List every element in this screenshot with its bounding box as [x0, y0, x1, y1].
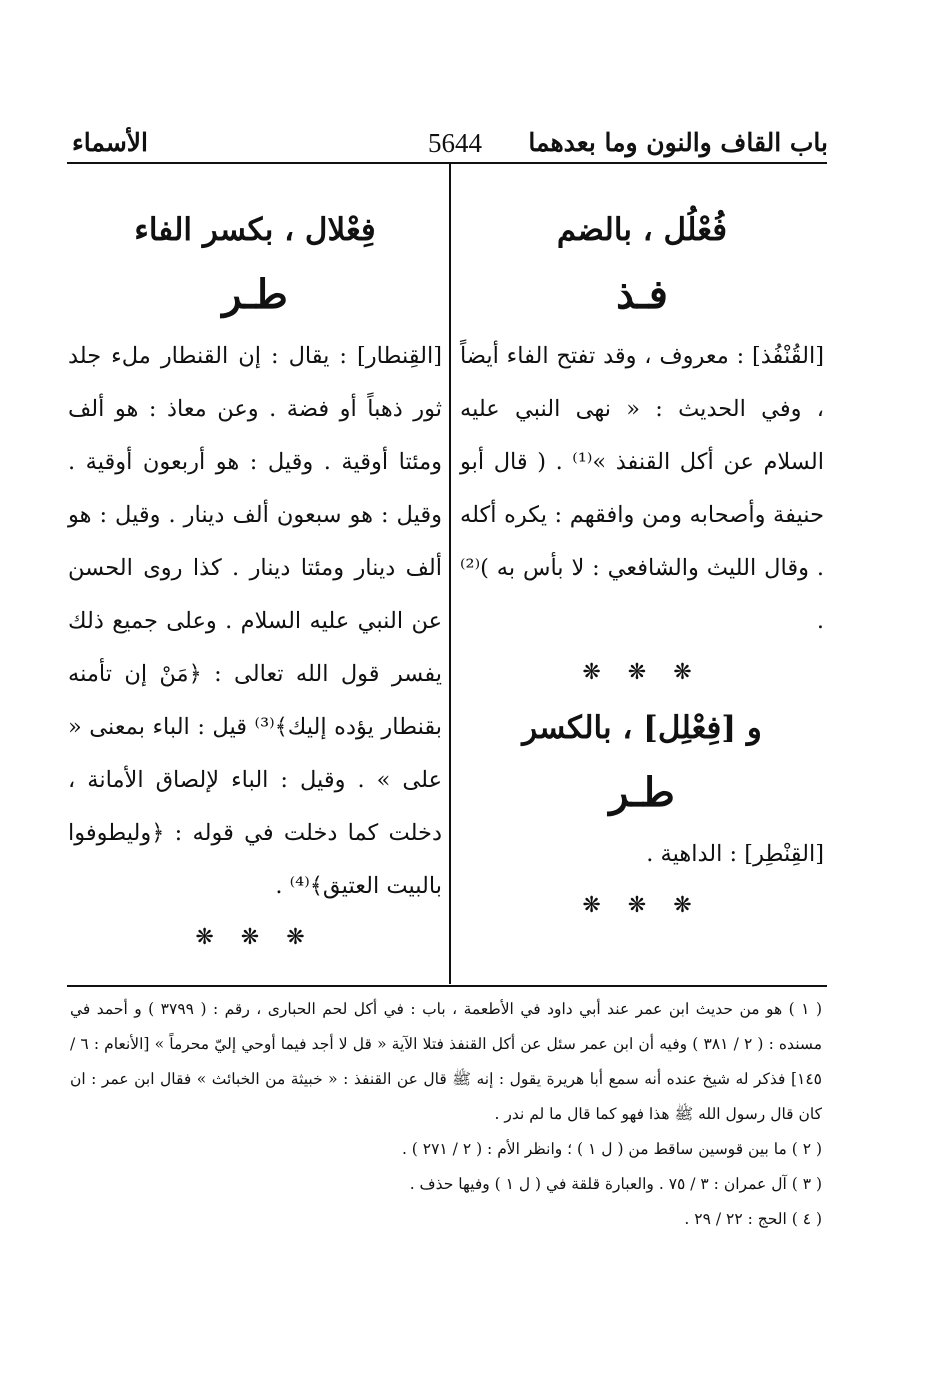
entry-qintar: [القِنطار] : يقال : إن القنطار ملء جلد ثور ذهباً أو فضة . وعن معاذ : هو ألف ومئتا أوقية . وقيل : هو أربعون أوقية . وقيل : هو سبعون ألف دينار . وقيل : هو ألف دينار ومئتا دينار . كذا روى الحسن عن النبي عليه السلام . وعلى جميع ذلك يفسر قول الله تعالى : ﴿مَنْ إن تأمنه بقنطار يؤده إليك﴾⁽³⁾ قيل : الباء بمعنى « على » . وقيل : الباء لإلصاق الأمانة ، دخلت كما دخلت في قوله : ﴿وليطوفوا بالبيت العتيق﴾⁽⁴⁾ . — [68, 343, 443, 899]
footnote-4: ( ٤ ) الحج : ٢٢ / ٢٩ . — [684, 1210, 822, 1228]
right-column — [460, 200, 824, 931]
entry-qunfudh: [القُنْفُذ] : معروف ، وقد تفتح الفاء أيضاً ، وفي الحديث : « نهى النبي عليه السلام عن أكل القنفذ »⁽¹⁾ . ( قال أبو حنيفة وأصحابه ومن وافقهم : يكره أكله . وقال الليث والشافعي : لا بأس به )⁽²⁾ . — [460, 343, 824, 634]
entry-qintir: [القِنْطِر] : الداهية . — [646, 841, 824, 867]
header-rule — [67, 162, 827, 164]
section-separator: ❋ ❋ ❋ — [582, 893, 702, 918]
footnotes — [70, 992, 822, 1237]
root-heading-tr: طـر — [609, 769, 675, 816]
root-heading-tr: طـر — [222, 271, 288, 318]
running-head-section: الأسماء — [72, 128, 148, 157]
left-column — [68, 200, 442, 963]
running-head-chapter: باب القاف والنون وما بعدهما — [528, 128, 828, 157]
pattern-heading-filil: و [فِعْلِل] ، بالكسر — [522, 710, 762, 746]
section-separator: ❋ ❋ ❋ — [195, 925, 315, 950]
footnote-rule — [67, 985, 827, 987]
pattern-heading-fuolul: فُعْلُل ، بالضم — [556, 212, 728, 248]
column-divider — [449, 164, 451, 984]
footnote-1: ( ١ ) هو من حديث ابن عمر عند أبي داود في الأطعمة ، باب : في أكل لحم الحبارى ، رقم : ( ٣٧٩٩ ) و أحمد في مسنده : ( ٢ / ٣٨١ ) وفيه أن ابن عمر سئل عن أكل القنفذ فتلا الآية « قل لا أجد فيما أوحي إليّ محرماً » [الأنعام : ٦ / ١٤٥] فذكر له شيخ عنده أنه سمع أبا هريرة يقول : إنه ﷺ قال عن القنفذ : « خبيثة من الخبائث » فقال ابن عمر : ان كان قال رسول الله ﷺ هذا فهو كما قال ما لم ندر . — [70, 1000, 822, 1123]
root-heading-fdh: فـذ — [616, 271, 668, 318]
section-separator: ❋ ❋ ❋ — [582, 660, 702, 685]
page-number: 5644 — [428, 128, 482, 158]
footnote-2: ( ٢ ) ما بين قوسين ساقط من ( ل ١ ) ؛ وانظر الأم : ( ٢ / ٢٧١ ) . — [401, 1140, 822, 1158]
pattern-heading-filal: فِعْلال ، بكسر الفاء — [134, 212, 376, 248]
footnote-3: ( ٣ ) آل عمران : ٣ / ٧٥ . والعبارة قلقة في ( ل ١ ) وفيها حذف . — [409, 1175, 822, 1193]
